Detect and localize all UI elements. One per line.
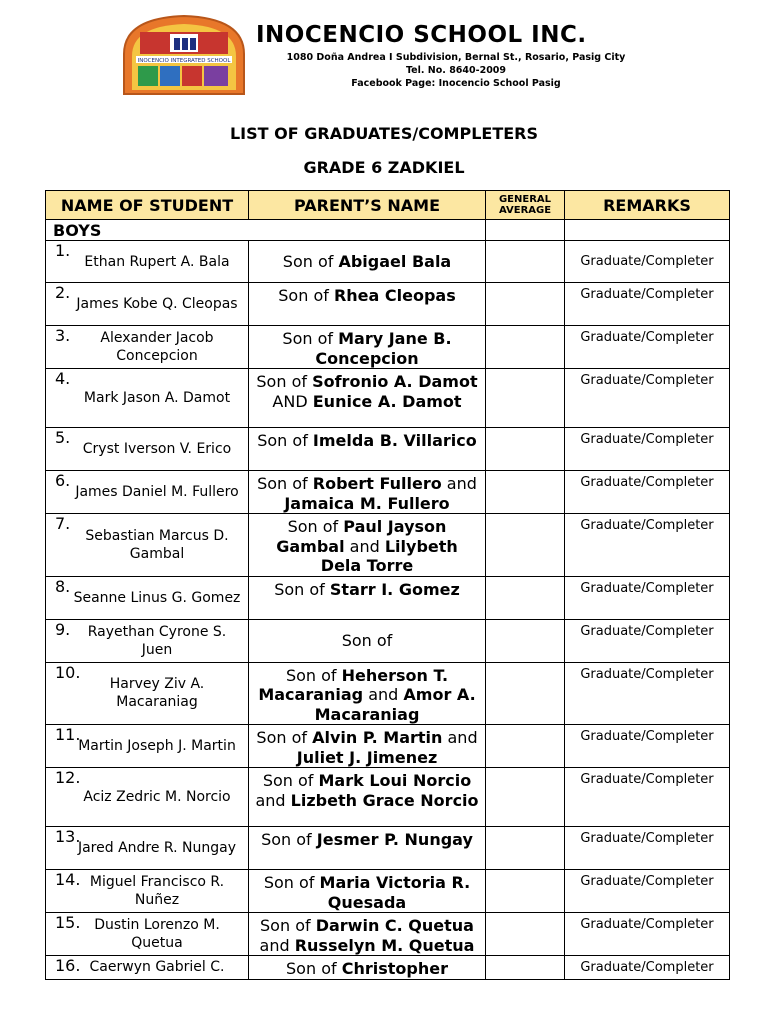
parent-connector: Son of <box>287 517 344 536</box>
row-number: 7. <box>55 514 71 533</box>
parent-name: Christopher <box>341 959 448 978</box>
student-name-cell <box>46 662 249 725</box>
parent-name: Lilybeth Dela Torre <box>320 536 458 575</box>
table-row <box>46 283 730 326</box>
parent-name-cell <box>249 326 486 369</box>
remarks-cell: Graduate/Completer <box>565 768 730 827</box>
student-name-cell <box>46 514 249 577</box>
school-facebook: Facebook Page: Inocencio School Pasig <box>351 78 561 89</box>
parent-name-cell <box>249 956 486 980</box>
student-name: Mark Jason A. Damot <box>83 390 231 406</box>
parent-connector: Son of <box>261 830 317 849</box>
student-name-cell <box>46 283 249 326</box>
remarks-cell: Graduate/Completer <box>565 514 730 577</box>
parent-name: Eunice A. Damot <box>312 391 462 411</box>
parent-connector: Son of <box>282 251 339 271</box>
parent-name-cell <box>249 514 486 577</box>
parent-name-cell <box>249 725 486 768</box>
parent-connector: Son of <box>274 579 330 599</box>
school-address: 1080 Doña Andrea I Subdivision, Bernal St., Rosario, Pasig City <box>286 52 626 63</box>
general-average-cell <box>486 241 565 283</box>
table-row <box>46 768 730 827</box>
remarks-cell: Graduate/Completer <box>565 283 730 326</box>
student-name: Ethan Rupert A. Bala <box>84 253 230 270</box>
parent-connector: Son of <box>256 728 313 747</box>
row-number: 12. <box>55 768 81 787</box>
student-name-cell <box>46 241 249 283</box>
row-number: 3. <box>55 326 71 345</box>
graduates-table <box>45 190 730 980</box>
parent-name-cell <box>249 576 486 619</box>
remarks-cell: Graduate/Completer <box>565 913 730 956</box>
row-number: 10. <box>55 662 81 682</box>
row-number: 6. <box>55 471 71 490</box>
parent-name-cell <box>249 241 486 283</box>
header-average: GENERAL AVERAGE <box>486 191 565 220</box>
student-name: Dustin Lorenzo M. Quetua <box>94 917 220 951</box>
parent-connector: Son of <box>257 474 313 493</box>
table-row <box>46 956 730 980</box>
parent-connector: and <box>344 536 385 556</box>
general-average-cell <box>486 428 565 471</box>
parent-connector: and <box>442 728 478 747</box>
student-name-cell <box>46 369 249 428</box>
remarks-cell: Graduate/Completer <box>565 827 730 870</box>
header-name: NAME OF STUDENT <box>46 191 249 220</box>
parent-name: Robert Fullero <box>312 474 442 493</box>
remarks-cell: Graduate/Completer <box>565 326 730 369</box>
general-average-cell <box>486 827 565 870</box>
table-row <box>46 662 730 725</box>
table-row <box>46 369 730 428</box>
row-number: 2. <box>55 283 71 302</box>
student-name-cell <box>46 827 249 870</box>
parent-name-cell <box>249 283 486 326</box>
school-header <box>122 14 662 98</box>
parent-connector: Son of <box>262 771 319 790</box>
parent-name-cell <box>249 827 486 870</box>
parent-connector: Son of <box>282 329 339 348</box>
row-number: 14. <box>55 870 81 889</box>
remarks-cell: Graduate/Completer <box>565 428 730 471</box>
school-name: INOCENCIO SCHOOL INC. <box>256 22 587 48</box>
remarks-cell: Graduate/Completer <box>565 241 730 283</box>
student-name: Alexander Jacob Concepcion <box>100 330 214 364</box>
row-number: 15. <box>55 913 81 932</box>
table-row <box>46 241 730 283</box>
parent-name: Jamaica M. Fullero <box>284 493 450 513</box>
parent-connector: Son of <box>286 959 342 978</box>
table-row <box>46 827 730 870</box>
student-name-cell <box>46 619 249 662</box>
group-row <box>46 220 730 241</box>
parent-connector: Son of <box>341 630 393 650</box>
row-number: 5. <box>55 428 71 447</box>
parent-connector: and <box>259 935 295 955</box>
student-name-cell <box>46 326 249 369</box>
remarks-cell: Graduate/Completer <box>565 471 730 514</box>
table-row <box>46 326 730 369</box>
parent-name-cell <box>249 619 486 662</box>
student-name: Cryst Iverson V. Erico <box>82 441 232 457</box>
row-number: 11. <box>55 725 81 744</box>
general-average-cell <box>486 326 565 369</box>
table-row <box>46 514 730 577</box>
parent-name: Sofronio A. Damot <box>312 372 478 391</box>
table-row <box>46 619 730 662</box>
parent-connector: Son of <box>285 665 342 685</box>
student-name-cell <box>46 913 249 956</box>
school-logo <box>122 14 246 96</box>
parent-connector: Son of <box>278 286 334 305</box>
student-name: Sebastian Marcus D. Gambal <box>85 527 229 562</box>
table-row <box>46 725 730 768</box>
student-name-cell <box>46 576 249 619</box>
table-header-row <box>46 191 730 220</box>
parent-name: Heherson T. Macaraniag <box>258 665 449 704</box>
student-name: Miguel Francisco R. Nuñez <box>89 874 225 908</box>
student-name-cell <box>46 725 249 768</box>
logo-text: INOCENCIO INTEGRATED SCHOOL <box>137 58 231 64</box>
remarks-cell: Graduate/Completer <box>565 576 730 619</box>
remarks-cell: Graduate/Completer <box>565 870 730 913</box>
section-title: GRADE 6 ZADKIEL <box>303 158 465 177</box>
remarks-cell: Graduate/Completer <box>565 369 730 428</box>
student-name: Seanne Linus G. Gomez <box>73 589 241 606</box>
parent-connector: Son of <box>256 372 313 391</box>
remarks-cell: Graduate/Completer <box>565 662 730 725</box>
row-number: 16. <box>55 956 81 975</box>
parent-connector: and <box>255 790 291 810</box>
parent-name: Alvin P. Martin <box>312 728 443 747</box>
header-remarks: REMARKS <box>565 191 730 220</box>
table-row <box>46 428 730 471</box>
parent-connector: Son of <box>263 873 320 892</box>
parent-name: Abigael Bala <box>338 251 452 271</box>
parent-name: Mark Loui Norcio <box>318 771 472 790</box>
row-number: 8. <box>55 576 71 596</box>
parent-name: Rhea Cleopas <box>333 286 456 305</box>
parent-name-cell <box>249 369 486 428</box>
parent-name: Darwin C. Quetua <box>315 916 474 935</box>
row-number: 4. <box>55 369 71 388</box>
parent-connector: AND <box>272 391 313 411</box>
table-row <box>46 913 730 956</box>
student-name-cell <box>46 956 249 980</box>
general-average-cell <box>486 576 565 619</box>
school-phone: Tel. No. 8640-2009 <box>405 65 507 76</box>
general-average-cell <box>486 956 565 980</box>
student-name-cell <box>46 428 249 471</box>
student-name-cell <box>46 471 249 514</box>
student-name-cell <box>46 870 249 913</box>
group-label: BOYS <box>46 220 486 241</box>
student-name: Aciz Zedric M. Norcio <box>83 789 231 805</box>
student-name-cell <box>46 768 249 827</box>
general-average-cell <box>486 514 565 577</box>
parent-name: Russelyn M. Quetua <box>294 935 475 955</box>
parent-name: Mary Jane B. Concepcion <box>315 329 452 368</box>
parent-connector: and <box>363 685 404 704</box>
parent-connector: Son of <box>260 916 316 935</box>
parent-name: Maria Victoria R. Quesada <box>319 873 471 912</box>
parent-name-cell <box>249 913 486 956</box>
parent-name-cell <box>249 471 486 514</box>
parent-name: Imelda B. Villarico <box>312 431 477 450</box>
parent-connector: Son of <box>257 431 313 450</box>
general-average-cell <box>486 913 565 956</box>
general-average-cell <box>486 725 565 768</box>
parent-name: Amor A. Macaraniag <box>314 685 476 724</box>
student-name: Caerwyn Gabriel C. <box>89 959 225 976</box>
parent-name: Lizbeth Grace Norcio <box>290 790 479 810</box>
student-name: Rayethan Cyrone S. Juen <box>87 623 227 658</box>
parent-name: Jesmer P. Nungay <box>316 830 473 849</box>
parent-connector: and <box>441 474 477 493</box>
general-average-cell <box>486 471 565 514</box>
parent-name-cell <box>249 662 486 725</box>
parent-name-cell <box>249 428 486 471</box>
table-row <box>46 576 730 619</box>
document-title: LIST OF GRADUATES/COMPLETERS <box>229 124 539 143</box>
student-name: Martin Joseph J. Martin <box>78 738 236 754</box>
remarks-cell: Graduate/Completer <box>565 619 730 662</box>
student-name: Jared Andre R. Nungay <box>77 840 237 856</box>
table-row <box>46 471 730 514</box>
parent-name-cell <box>249 768 486 827</box>
row-number: 1. <box>55 241 71 260</box>
student-name: Harvey Ziv A. Macaraniag <box>109 676 205 711</box>
general-average-cell <box>486 369 565 428</box>
parent-name: Paul Jayson Gambal <box>276 517 447 556</box>
parent-name: Juliet J. Jimenez <box>296 747 438 767</box>
remarks-cell: Graduate/Completer <box>565 725 730 768</box>
general-average-cell <box>486 870 565 913</box>
row-number: 9. <box>55 619 71 639</box>
general-average-cell <box>486 619 565 662</box>
student-name: James Kobe Q. Cleopas <box>76 296 238 312</box>
parent-name: Starr I. Gomez <box>329 579 460 599</box>
general-average-cell <box>486 283 565 326</box>
table-row <box>46 870 730 913</box>
remarks-cell: Graduate/Completer <box>565 956 730 980</box>
student-name: James Daniel M. Fullero <box>75 484 239 500</box>
general-average-cell <box>486 768 565 827</box>
parent-name-cell <box>249 870 486 913</box>
general-average-cell <box>486 662 565 725</box>
header-parent: PARENT’S NAME <box>249 191 486 220</box>
row-number: 13. <box>55 827 81 846</box>
